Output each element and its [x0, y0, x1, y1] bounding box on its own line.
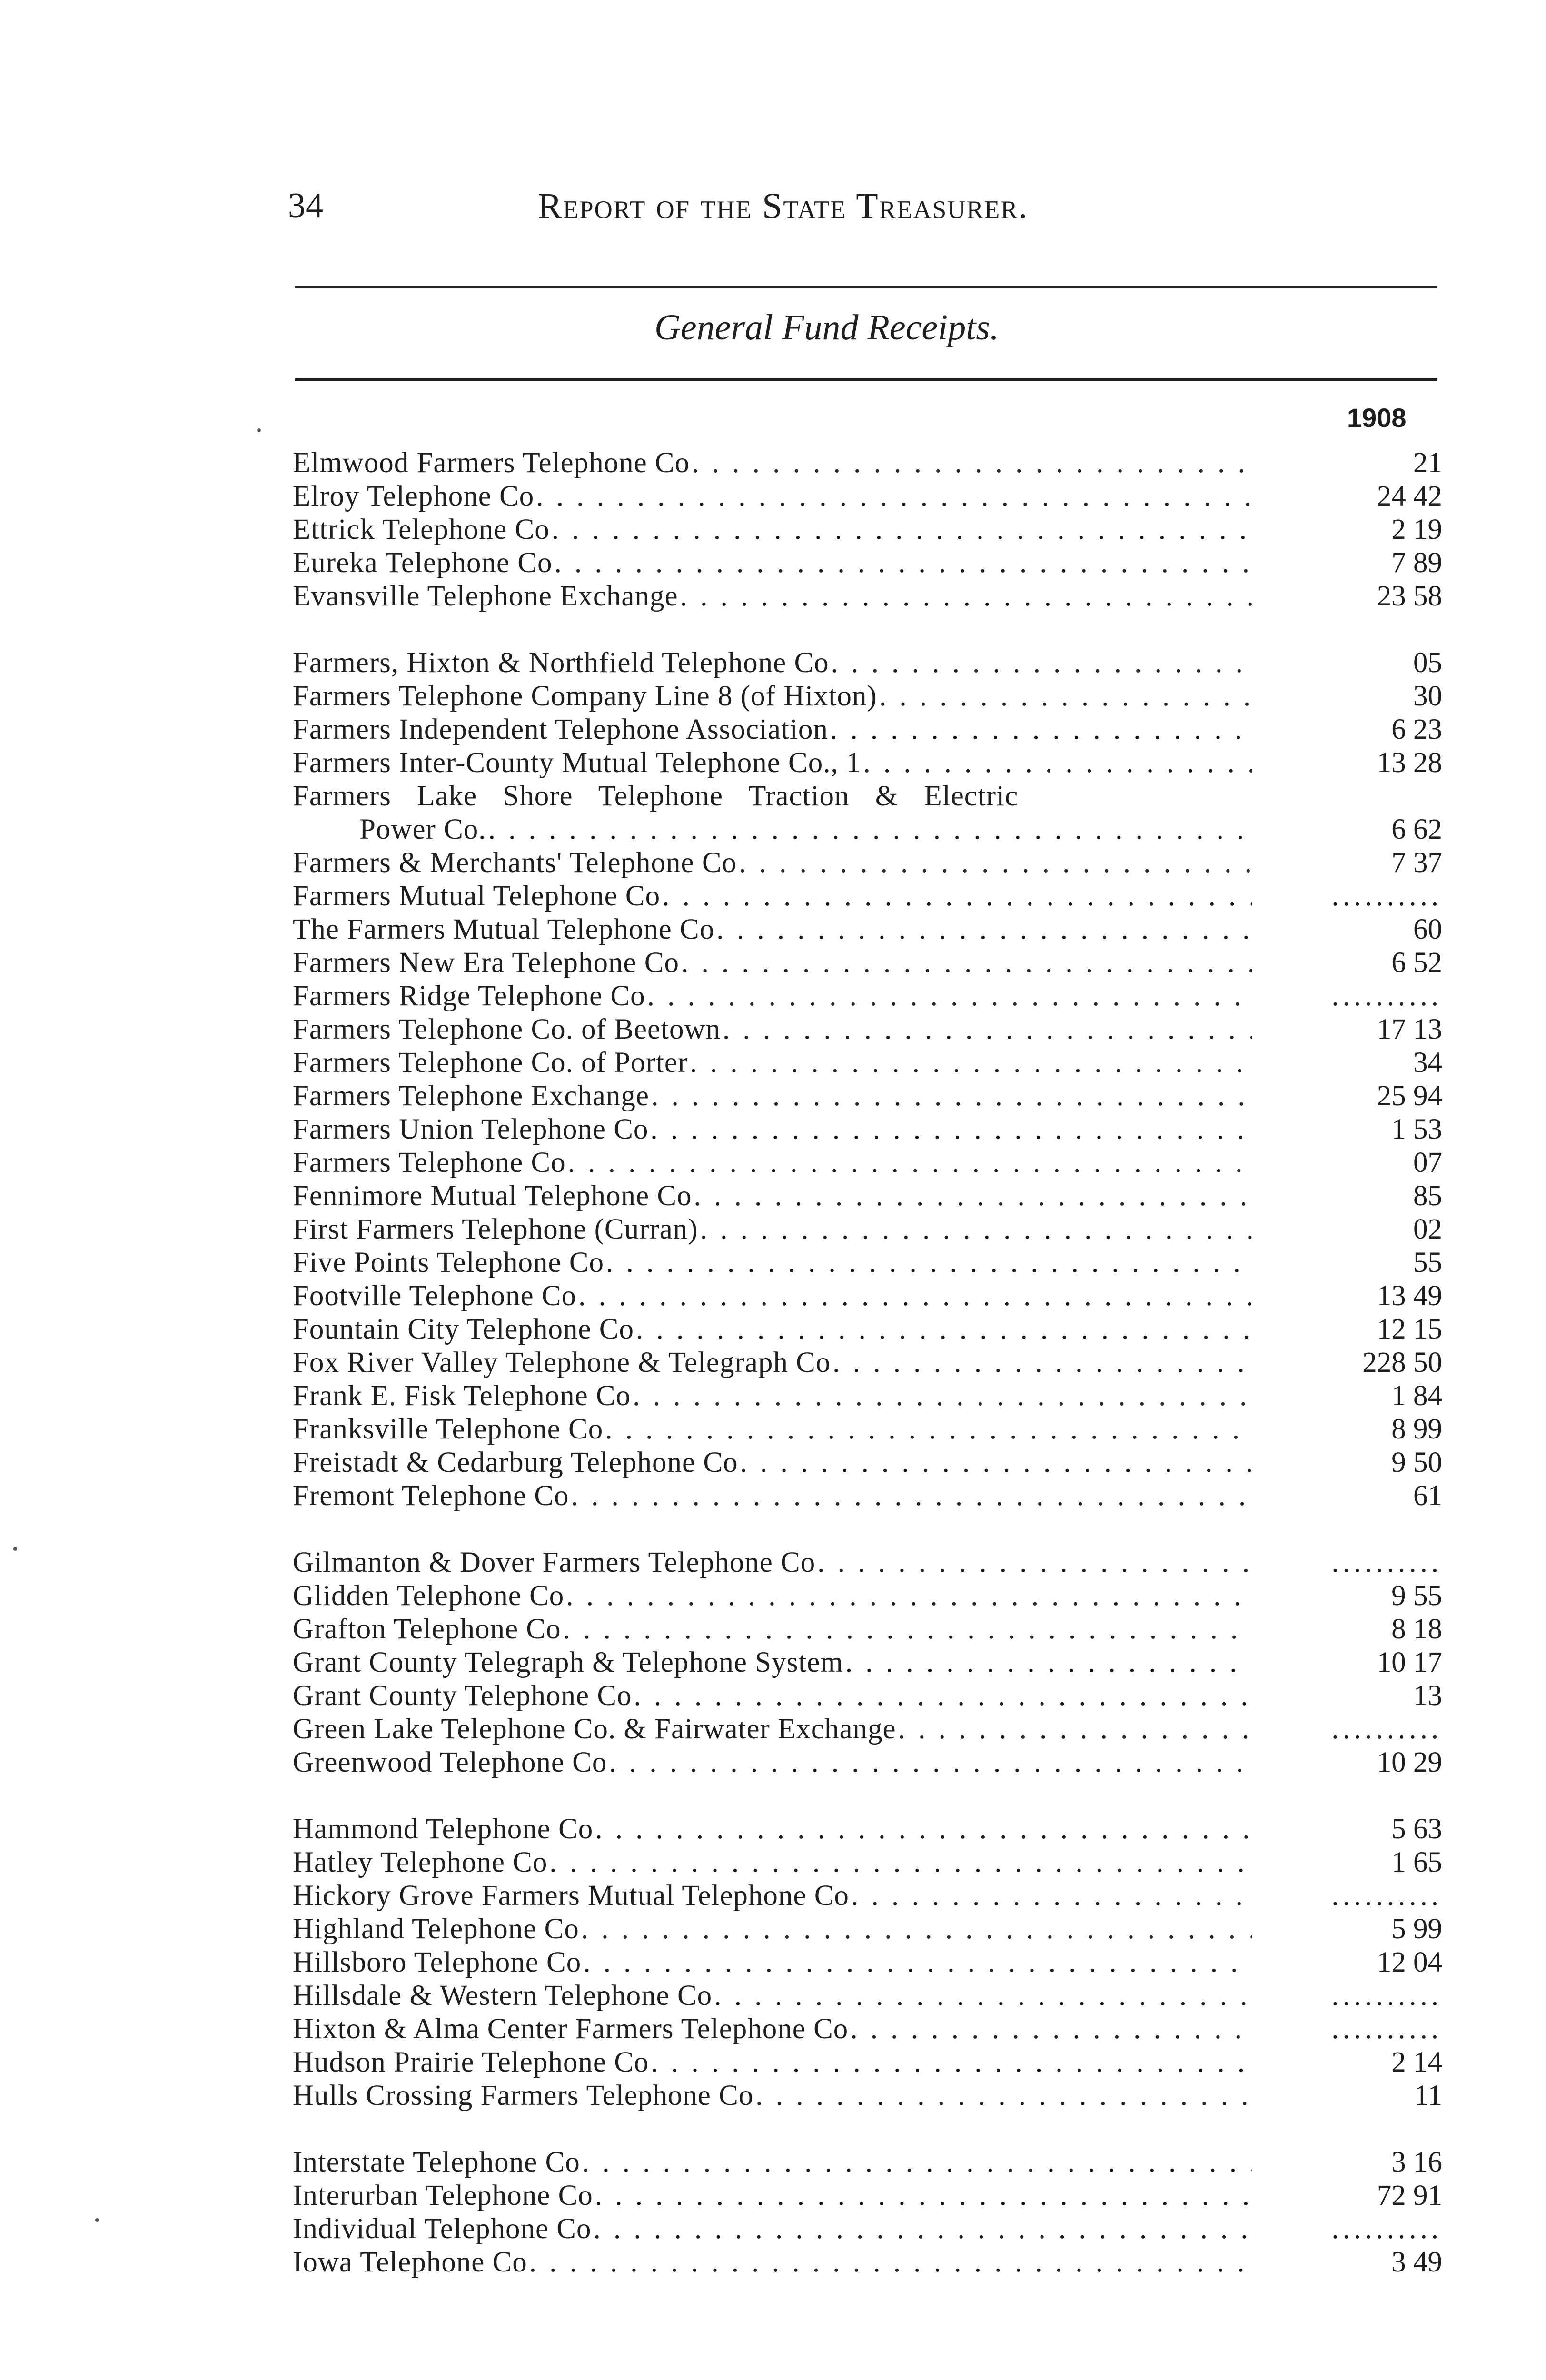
dot-leader [633, 1379, 1252, 1413]
dot-leader [714, 1979, 1252, 2013]
amount: 72 91 [1377, 2180, 1442, 2211]
company-name: Elmwood Farmers Telephone Co [293, 447, 690, 479]
scan-speck [13, 1547, 17, 1551]
company-name: Interurban Telephone Co [293, 2180, 593, 2211]
amount: 2 14 [1391, 2046, 1442, 2078]
dot-leader [571, 1479, 1252, 1513]
company-name: Highland Telephone Co [293, 1913, 579, 1945]
ledger-row [293, 1213, 1442, 1246]
ledger-row-wrapped [293, 780, 1442, 813]
ledger-row [293, 2246, 1442, 2279]
company-name: Freistadt & Cedarburg Telephone Co [293, 1447, 738, 1478]
ledger-row [293, 1446, 1442, 1479]
amount: 8 18 [1391, 1613, 1442, 1645]
dot-leader [650, 1113, 1252, 1146]
dot-leader [680, 580, 1252, 613]
dot-leader [739, 846, 1252, 880]
amount: 6 23 [1391, 714, 1442, 745]
amount: 6 62 [1391, 813, 1442, 845]
company-name: Farmers, Hixton & Northfield Telephone Co [293, 647, 829, 679]
dot-leader [817, 1546, 1252, 1579]
dot-leader [845, 1646, 1252, 1679]
dot-leader [605, 1413, 1252, 1446]
ledger-row [293, 2013, 1442, 2046]
ledger-row [293, 746, 1442, 780]
dot-leader [740, 1446, 1252, 1479]
top-rule [295, 286, 1437, 288]
company-name: Hulls Crossing Farmers Telephone Co [293, 2080, 754, 2112]
dot-leader [651, 2046, 1252, 2079]
company-name: Individual Telephone Co [293, 2213, 592, 2245]
ledger-row [293, 880, 1442, 913]
ledger-row [293, 2179, 1442, 2212]
dot-leader [552, 513, 1252, 546]
dot-leader [488, 813, 1252, 846]
amount: 1 53 [1391, 1113, 1442, 1145]
amount: 23 58 [1377, 580, 1442, 612]
ledger-row [293, 1713, 1442, 1746]
company-name: Hammond Telephone Co [293, 1813, 594, 1845]
ledger-row [293, 1813, 1442, 1846]
amount: .......... [1331, 2213, 1442, 2245]
dot-leader [851, 1879, 1252, 1913]
dot-leader [651, 1080, 1252, 1113]
company-name: Green Lake Telephone Co. & Fairwater Exchange [293, 1713, 896, 1745]
amount: 13 [1413, 1680, 1442, 1712]
company-name: Hillsdale & Western Telephone Co [293, 1980, 713, 2012]
amount: 30 [1413, 680, 1442, 712]
company-name: Five Points Telephone Co [293, 1247, 605, 1279]
dot-leader [583, 1946, 1252, 1979]
company-name: Farmers Telephone Co. of Porter [293, 1047, 688, 1079]
dot-leader [609, 1746, 1252, 1779]
dot-leader [563, 1613, 1252, 1646]
ledger-row [293, 1346, 1442, 1379]
dot-leader [636, 1313, 1252, 1346]
company-name: Hickory Grove Farmers Mutual Telephone Co [293, 1880, 849, 1912]
ledger-row [293, 1313, 1442, 1346]
amount: 9 55 [1391, 1580, 1442, 1612]
dot-leader [606, 1246, 1252, 1279]
amount: .......... [1331, 2013, 1442, 2045]
amount: 3 49 [1391, 2246, 1442, 2278]
company-name: Hixton & Alma Center Farmers Telephone Co [293, 2013, 849, 2045]
ledger-row [293, 1413, 1442, 1446]
dot-leader [581, 1913, 1252, 1946]
ledger-row [293, 446, 1442, 480]
dot-leader [647, 980, 1252, 1013]
company-name: Grant County Telegraph & Telephone System [293, 1646, 843, 1678]
amount: 1 84 [1391, 1380, 1442, 1412]
amount: .......... [1331, 1880, 1442, 1912]
amount: 5 99 [1391, 1913, 1442, 1945]
ledger-row [293, 2146, 1442, 2179]
ledger-row [293, 646, 1442, 680]
amount: 1 65 [1391, 1846, 1442, 1878]
company-name: Farmers Telephone Exchange [293, 1080, 649, 1112]
amount: 61 [1413, 1480, 1442, 1512]
dot-leader [755, 2079, 1252, 2112]
ledger-row [293, 513, 1442, 546]
dot-leader [681, 946, 1252, 980]
ledger-row [293, 946, 1442, 980]
ledger-row [293, 1146, 1442, 1180]
dot-leader [831, 646, 1252, 680]
ledger-row [293, 2212, 1442, 2246]
company-name: Grant County Telephone Co [293, 1680, 632, 1712]
company-name: Farmers Independent Telephone Association [293, 714, 828, 745]
company-name: Franksville Telephone Co [293, 1413, 604, 1445]
company-name: Farmers Union Telephone Co [293, 1113, 649, 1145]
dot-leader [832, 1346, 1252, 1379]
amount: 12 04 [1377, 1946, 1442, 1978]
dot-leader [594, 2212, 1252, 2246]
ledger-row [293, 1479, 1442, 1513]
company-name: Iowa Telephone Co [293, 2246, 527, 2278]
amount: .......... [1331, 880, 1442, 912]
ledger-row [293, 1879, 1442, 1913]
dot-leader [529, 2246, 1252, 2279]
amount: 07 [1413, 1147, 1442, 1179]
running-head: Report of the State Treasurer. [538, 186, 1029, 226]
ledger-row [293, 1013, 1442, 1046]
company-name: Farmers Telephone Co. of Beetown [293, 1013, 721, 1045]
amount: 85 [1413, 1180, 1442, 1212]
amount: 2 19 [1391, 514, 1442, 545]
ledger-row [293, 1246, 1442, 1279]
company-name: Glidden Telephone Co [293, 1580, 565, 1612]
amount: 5 63 [1391, 1813, 1442, 1845]
company-name: Farmers Lake Shore Telephone Traction & Electric [293, 780, 1019, 812]
amount: 10 29 [1377, 1746, 1442, 1778]
amount: 11 [1414, 2080, 1442, 2112]
company-name: Fremont Telephone Co [293, 1480, 569, 1512]
dot-leader [716, 913, 1252, 946]
company-name: Ettrick Telephone Co [293, 514, 550, 545]
ledger-row [293, 1646, 1442, 1679]
dot-leader [634, 1679, 1252, 1713]
dot-leader [694, 1180, 1252, 1213]
ledger-row [293, 1946, 1442, 1979]
amount: 34 [1413, 1047, 1442, 1079]
amount: 24 42 [1377, 480, 1442, 512]
dot-leader [568, 1146, 1252, 1180]
company-name: Farmers Telephone Co [293, 1147, 566, 1179]
amount: 21 [1413, 447, 1442, 479]
ledger-row [293, 1113, 1442, 1146]
dot-leader [595, 2179, 1252, 2212]
ledger-row [293, 1679, 1442, 1713]
amount: .......... [1331, 980, 1442, 1012]
amount: 7 89 [1391, 547, 1442, 579]
dot-leader [554, 546, 1252, 580]
amount: 55 [1413, 1247, 1442, 1279]
amount: .......... [1331, 1980, 1442, 2012]
ledger-row [293, 2079, 1442, 2112]
company-name: Hillsboro Telephone Co [293, 1946, 582, 1978]
ledger-row [293, 1379, 1442, 1413]
company-name: Power Co. [359, 813, 486, 845]
receipts-ledger [293, 446, 1442, 2279]
amount: 02 [1413, 1213, 1442, 1245]
amount: 3 16 [1391, 2146, 1442, 2178]
amount: 7 37 [1391, 847, 1442, 879]
company-name: The Farmers Mutual Telephone Co [293, 913, 715, 945]
company-name: Grafton Telephone Co [293, 1613, 561, 1645]
ledger-row [293, 713, 1442, 746]
ledger-row [293, 1579, 1442, 1613]
dot-leader [863, 746, 1252, 780]
ledger-row [293, 913, 1442, 946]
company-name: Fennimore Mutual Telephone Co [293, 1180, 692, 1212]
dot-leader [549, 1846, 1252, 1879]
year-column-heading: 1908 [1347, 403, 1407, 433]
amount: 8 99 [1391, 1413, 1442, 1445]
ledger-row [293, 580, 1442, 613]
dot-leader [830, 713, 1252, 746]
company-name: Frank E. Fisk Telephone Co [293, 1380, 631, 1412]
company-name: Greenwood Telephone Co [293, 1746, 607, 1778]
ledger-row [293, 546, 1442, 580]
ledger-row [293, 2046, 1442, 2079]
company-name: Footville Telephone Co [293, 1280, 577, 1312]
company-name: Eureka Telephone Co [293, 547, 553, 579]
dot-leader [595, 1813, 1252, 1846]
company-name: Hudson Prairie Telephone Co [293, 2046, 649, 2078]
ledger-row [293, 980, 1442, 1013]
dot-leader [662, 880, 1252, 913]
dot-leader [690, 1046, 1252, 1080]
amount: 6 52 [1391, 947, 1442, 979]
company-name: Farmers New Era Telephone Co [293, 947, 679, 979]
amount: 10 17 [1377, 1646, 1442, 1678]
ledger-row [293, 1913, 1442, 1946]
amount: 228 50 [1362, 1347, 1442, 1378]
company-name: Elroy Telephone Co [293, 480, 535, 512]
ledger-row [293, 1279, 1442, 1313]
section-title: General Fund Receipts. [654, 307, 999, 347]
amount: 60 [1413, 913, 1442, 945]
ledger-row [293, 1613, 1442, 1646]
amount: 25 94 [1377, 1080, 1442, 1112]
section-rule [295, 378, 1437, 381]
ledger-row [293, 1046, 1442, 1080]
amount: 05 [1413, 647, 1442, 679]
company-name: Farmers Mutual Telephone Co [293, 880, 661, 912]
scan-speck [257, 428, 261, 432]
page-number: 34 [288, 186, 323, 225]
dot-leader [723, 1013, 1252, 1046]
dot-leader [850, 2013, 1252, 2046]
dot-leader [879, 680, 1252, 713]
ledger-row [293, 480, 1442, 513]
ledger-row [293, 846, 1442, 880]
company-name: Gilmanton & Dover Farmers Telephone Co [293, 1547, 816, 1578]
company-name: Fox River Valley Telephone & Telegraph Co [293, 1347, 831, 1378]
dot-leader [566, 1579, 1252, 1613]
dot-leader [898, 1713, 1252, 1746]
company-name: Fountain City Telephone Co [293, 1313, 634, 1345]
ledger-row [293, 1979, 1442, 2013]
amount: .......... [1331, 1713, 1442, 1745]
dot-leader [536, 480, 1252, 513]
ledger-row [293, 680, 1442, 713]
ledger-row [293, 1846, 1442, 1879]
ledger-row [293, 1180, 1442, 1213]
dot-leader [700, 1213, 1252, 1246]
ledger-row [293, 1746, 1442, 1779]
company-name: Farmers Telephone Company Line 8 (of Hixton) [293, 680, 877, 712]
company-name: First Farmers Telephone (Curran) [293, 1213, 698, 1245]
amount: 13 49 [1377, 1280, 1442, 1312]
amount: 17 13 [1377, 1013, 1442, 1045]
scan-speck [95, 2218, 99, 2222]
dot-leader [582, 2146, 1252, 2179]
company-name: Hatley Telephone Co [293, 1846, 548, 1878]
ledger-row-continuation [293, 813, 1442, 846]
dot-leader [578, 1279, 1252, 1313]
company-name: Interstate Telephone Co [293, 2146, 580, 2178]
company-name: Evansville Telephone Exchange [293, 580, 678, 612]
company-name: Farmers Ridge Telephone Co [293, 980, 645, 1012]
ledger-row [293, 1080, 1442, 1113]
amount: .......... [1331, 1547, 1442, 1578]
ledger-row [293, 1546, 1442, 1579]
company-name: Farmers Inter-County Mutual Telephone Co., 1 [293, 747, 862, 779]
amount: 9 50 [1391, 1447, 1442, 1478]
amount: 12 15 [1377, 1313, 1442, 1345]
company-name: Farmers & Merchants' Telephone Co [293, 847, 737, 879]
amount: 13 28 [1377, 747, 1442, 779]
dot-leader [692, 446, 1252, 480]
